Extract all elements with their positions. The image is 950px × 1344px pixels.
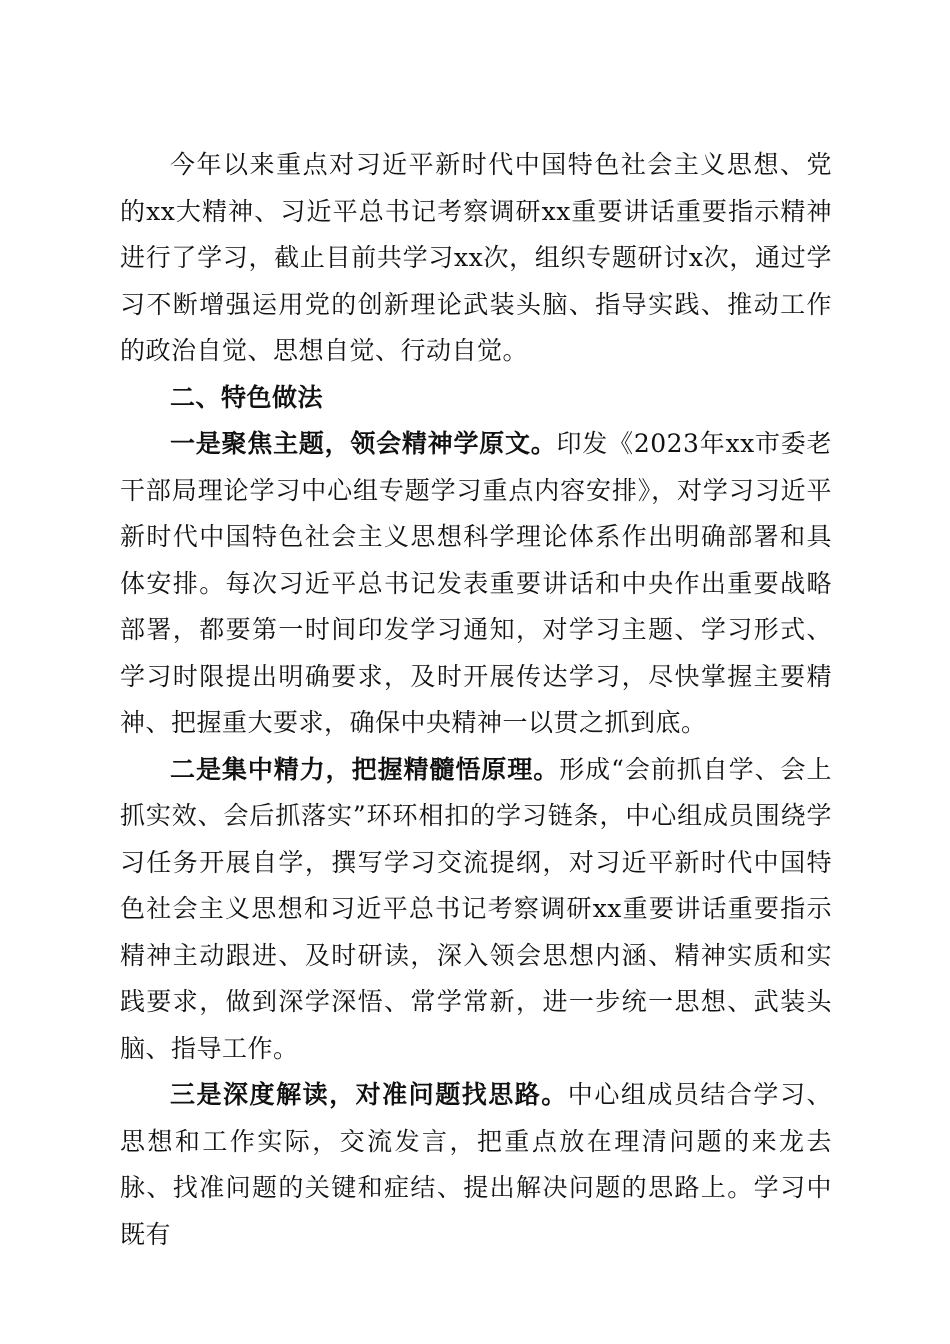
intro-paragraph bbox=[120, 142, 832, 375]
item-paragraph-2 bbox=[120, 747, 832, 1073]
section-heading: 二、特色做法 bbox=[170, 382, 324, 412]
item-body-3: 中心组成员结合学习、思想和工作实际，交流发言，把重点放在理清问题的来龙去脉、找准问题的关键和症结、提出解决问题的思路上。学习中既有 bbox=[120, 1080, 832, 1249]
item-lead-1: 一是聚焦主题，领会精神学原文。 bbox=[170, 429, 557, 458]
item-lead-3: 三是深度解读，对准问题找思路。 bbox=[170, 1080, 568, 1109]
item-paragraph-1 bbox=[120, 421, 832, 747]
item-body-1: 印发《2023年xx市委老干部局理论学习中心组专题学习重点内容安排》，对学习习近平新时代中国特色社会主义思想科学理论体系作出明确部署和具体安排。每次习近平总书记发表重要讲话和中央作出重要战略部署，都要第一时间印发学习通知，对学习主题、学习形式、学习时限提出明确要求，及时开展传达学习，尽快掌握主要精神、把握重大要求，确保中央精神一以贯之抓到底。 bbox=[120, 429, 832, 737]
intro-text: 今年以来重点对习近平新时代中国特色社会主义思想、党的xx大精神、习近平总书记考察调研xx重要讲话重要指示精神进行了学习，截止目前共学习xx次，组织专题研讨x次，通过学习不断增强运用党的创新理论武装头脑、指导实践、推动工作的政治自觉、思想自觉、行动自觉。 bbox=[120, 150, 832, 365]
item-paragraph-3 bbox=[120, 1072, 832, 1258]
document-body bbox=[120, 142, 832, 1258]
item-lead-2: 二是集中精力，把握精髓悟原理。 bbox=[170, 754, 560, 784]
item-body-2: 形成“会前抓自学、会上抓实效、会后抓落实”环环相扣的学习链条，中心组成员围绕学习任务开展自学，撰写学习交流提纲，对习近平新时代中国特色社会主义思想和习近平总书记考察调研xx重要讲话重要指示精神主动跟进、及时研读，深入领会思想内涵、精神实质和实践要求，做到深学深悟、常学常新，进一步统一思想、武装头脑、指导工作。 bbox=[120, 754, 832, 1063]
